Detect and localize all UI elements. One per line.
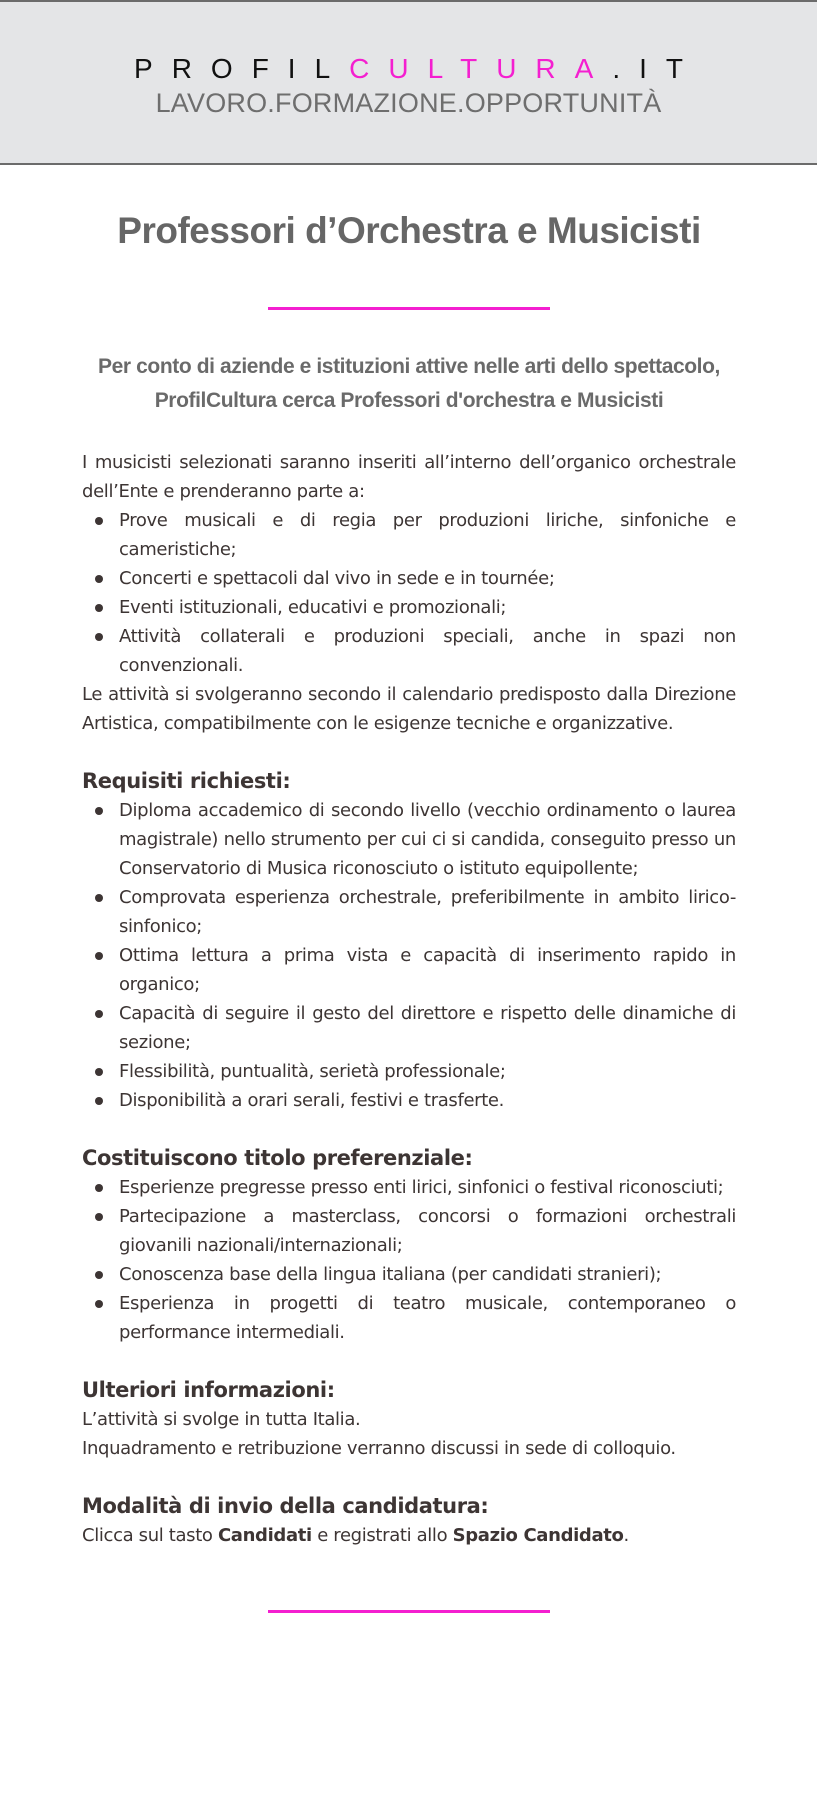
intro-paragraph: I musicisti selezionati saranno inseriti all’interno dell’organico orchestrale dell’Ente e prenderanno parte a: bbox=[82, 452, 736, 502]
list-item: Comprovata esperienza orchestrale, preferibilmente in ambito lirico-sinfonico; bbox=[90, 883, 736, 941]
spazio-candidato-label: Spazio Candidato bbox=[452, 1525, 624, 1546]
list-item: Conoscenza base della lingua italiana (per candidati stranieri); bbox=[90, 1260, 736, 1289]
bullet-icon bbox=[95, 633, 103, 641]
further-info-location: L’attività si svolge in tutta Italia. bbox=[82, 1409, 361, 1430]
requirements-list bbox=[90, 796, 736, 1115]
bullet-icon bbox=[95, 1010, 103, 1018]
list-item: Partecipazione a masterclass, concorsi o formazioni orchestrali giovanili nazionali/internazionali; bbox=[90, 1202, 736, 1260]
bullet-icon bbox=[95, 807, 103, 815]
bullet-icon bbox=[95, 1068, 103, 1076]
site-header bbox=[0, 0, 817, 165]
bullet-icon bbox=[95, 1097, 103, 1105]
duties-list bbox=[90, 506, 736, 680]
preferential-heading: Costituiscono titolo preferenziale: bbox=[82, 1146, 473, 1170]
list-item: Attività collaterali e produzioni speciali, anche in spazi non convenzionali. bbox=[90, 622, 736, 680]
list-item: Disponibilità a orari serali, festivi e trasferte. bbox=[90, 1086, 736, 1115]
job-posting bbox=[0, 208, 817, 1613]
bullet-icon bbox=[95, 1184, 103, 1192]
logo-cultura: CULTURA bbox=[349, 52, 613, 84]
bullet-icon bbox=[95, 575, 103, 583]
list-item: Flessibilità, puntualità, serietà professionale; bbox=[90, 1057, 736, 1086]
lead-line-1: Per conto di aziende e istituzioni attive nelle arti dello spettacolo, bbox=[98, 355, 720, 378]
bullet-icon bbox=[95, 952, 103, 960]
bullet-icon bbox=[95, 1300, 103, 1308]
lead-line-2: ProfilCultura cerca Professori d'orchestra e Musicisti bbox=[154, 389, 664, 412]
further-info-heading: Ulteriori informazioni: bbox=[82, 1378, 335, 1402]
site-logo[interactable] bbox=[115, 53, 702, 85]
list-item: Eventi istituzionali, educativi e promozionali; bbox=[90, 593, 736, 622]
requirements-heading: Requisiti richiesti: bbox=[82, 769, 291, 793]
application-instructions: Clicca sul tasto Candidati e registrati allo Spazio Candidato. bbox=[82, 1525, 629, 1546]
logo-it: .IT bbox=[612, 52, 702, 84]
list-item: Prove musicali e di regia per produzioni liriche, sinfoniche e cameristiche; bbox=[90, 506, 736, 564]
page-title: Professori d’Orchestra e Musicisti bbox=[117, 210, 701, 251]
bullet-icon bbox=[95, 894, 103, 902]
site-tagline: LAVORO.FORMAZIONE.OPPORTUNITÀ bbox=[155, 87, 662, 118]
bullet-icon bbox=[95, 604, 103, 612]
bullet-icon bbox=[95, 1271, 103, 1279]
footer-divider bbox=[268, 1610, 550, 1613]
bullet-icon bbox=[95, 1213, 103, 1221]
logo-profil: PROFIL bbox=[134, 52, 350, 84]
intro-closing: Le attività si svolgeranno secondo il calendario predisposto dalla Direzione Artistica, compatibilmente con le esigenze tecniche e organizzative. bbox=[82, 684, 736, 734]
application-heading: Modalità di invio della candidatura: bbox=[82, 1494, 489, 1518]
list-item: Esperienze pregresse presso enti lirici, sinfonici o festival riconosciuti; bbox=[90, 1173, 736, 1202]
title-divider bbox=[268, 307, 550, 310]
list-item: Ottima lettura a prima vista e capacità di inserimento rapido in organico; bbox=[90, 941, 736, 999]
further-info-compensation: Inquadramento e retribuzione verranno discussi in sede di colloquio. bbox=[82, 1438, 676, 1459]
list-item: Capacità di seguire il gesto del direttore e rispetto delle dinamiche di sezione; bbox=[90, 999, 736, 1057]
list-item: Esperienza in progetti di teatro musicale, contemporaneo o performance intermediali. bbox=[90, 1289, 736, 1347]
bullet-icon bbox=[95, 517, 103, 525]
list-item: Concerti e spettacoli dal vivo in sede e in tournée; bbox=[90, 564, 736, 593]
list-item: Diploma accademico di secondo livello (vecchio ordinamento o laurea magistrale) nello strumento per cui ci si candida, conseguito presso un Conservatorio di Musica riconosciuto o istituto equipollente; bbox=[90, 796, 736, 883]
candidati-label: Candidati bbox=[217, 1525, 312, 1546]
preferential-list bbox=[90, 1173, 736, 1347]
lead-text bbox=[82, 350, 736, 418]
